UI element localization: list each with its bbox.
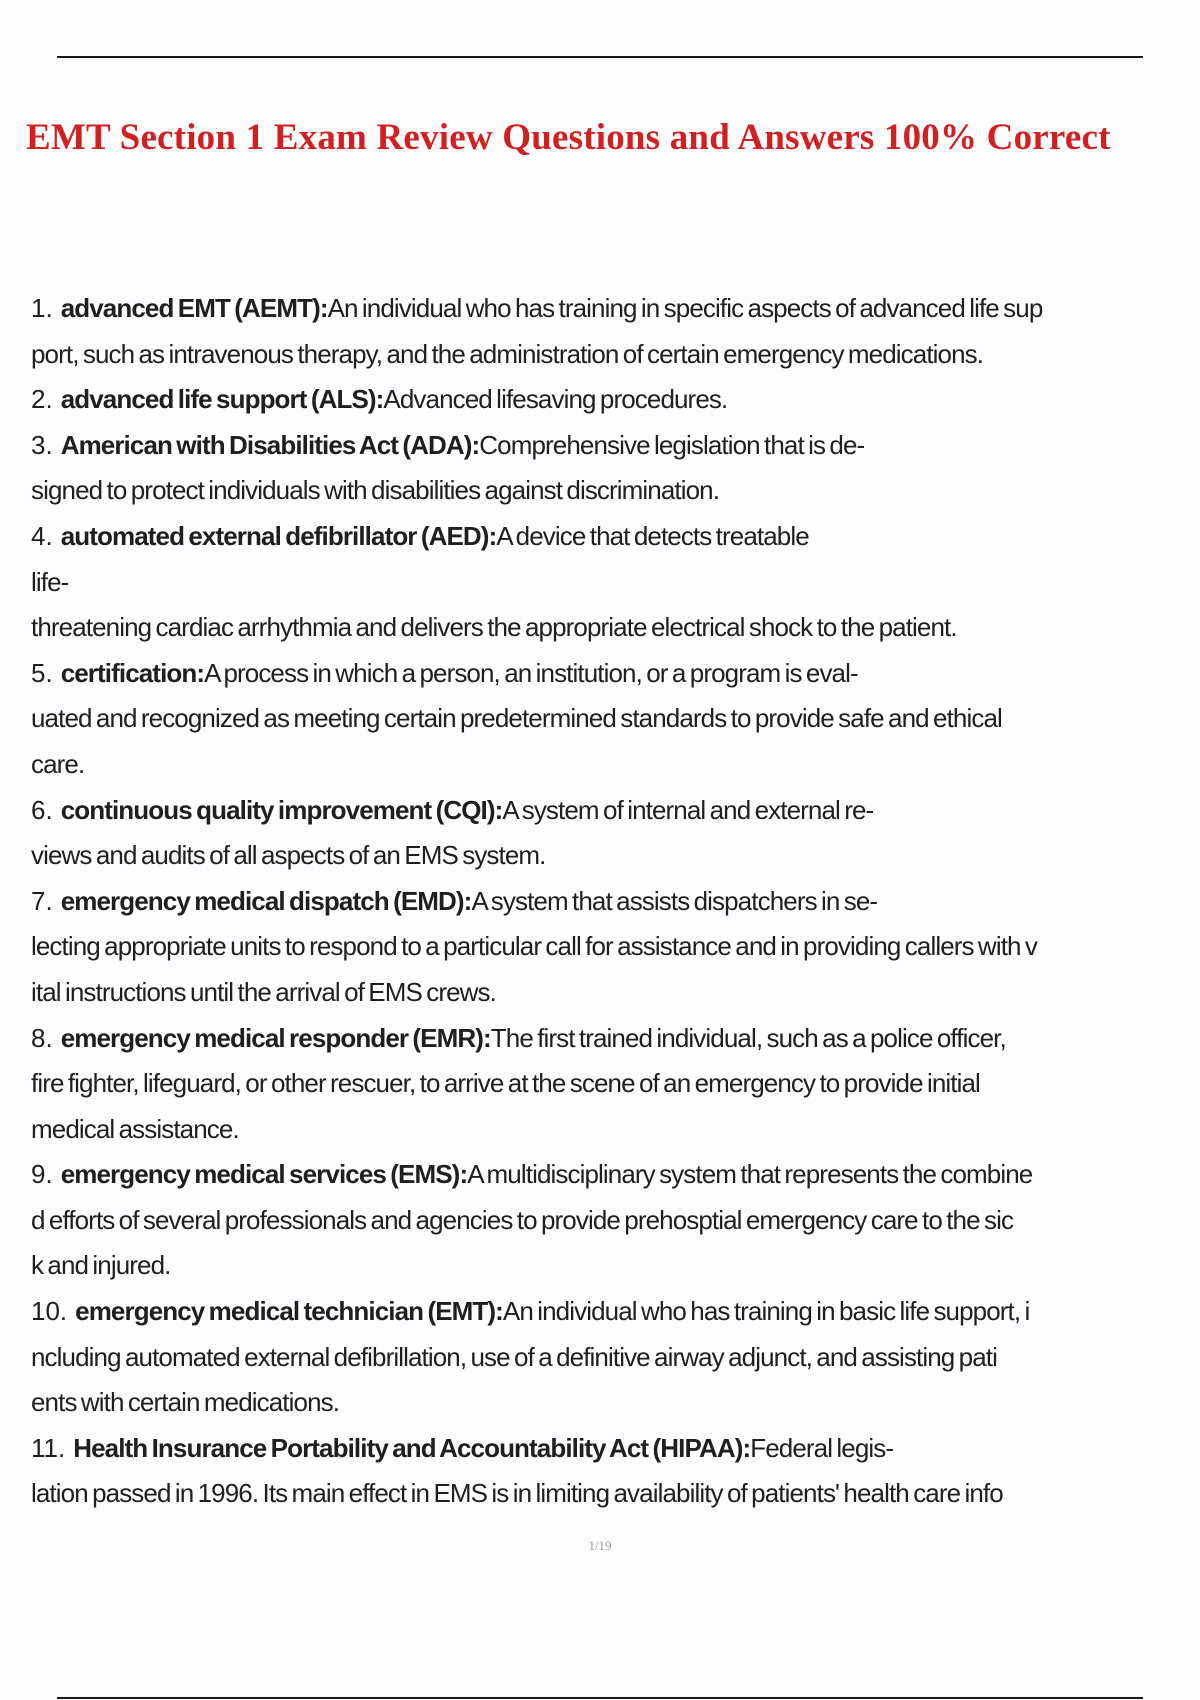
entry-number: 10. [31,1296,68,1327]
glossary-entry [31,879,1200,925]
entry-definition: Federal legis- [750,1432,894,1463]
entry-number: 2. [31,384,53,415]
entry-continuation: ents with certain medications. [31,1387,340,1418]
entry-number: 9. [31,1159,53,1190]
entry-term: advanced life support (ALS): [60,384,384,415]
entry-continuation: care. [31,748,85,779]
entry-number: 11. [31,1432,66,1463]
entry-definition: Comprehensive legislation that is de- [479,429,865,460]
entry-definition: Advanced lifesaving procedures. [383,384,728,415]
entry-continuation: lation passed in 1996. Its main effect in EMS is in limiting availability of patients' health care info [31,1478,1003,1509]
entry-continuation: uated and recognized as meeting certain predetermined standards to provide safe and ethical [31,703,1002,734]
glossary-list [31,286,1200,1517]
page-number: 1/19 [588,1538,612,1553]
entry-definition: A multidisciplinary system that represents the combine [467,1159,1033,1190]
entry-definition: A system of internal and external re- [502,794,874,825]
entry-continuation: lecting appropriate units to respond to a particular call for assistance and in providing callers with v [31,931,1037,962]
entry-continuation: k and injured. [31,1250,171,1281]
entry-continuation: signed to protect individuals with disabilities against discrimination. [31,475,720,506]
entry-continuation: views and audits of all aspects of an EMS system. [31,840,546,871]
glossary-entry [31,286,1200,332]
entry-number: 3. [31,429,53,460]
entry-term: emergency medical dispatch (EMD): [60,885,472,916]
entry-definition: A system that assists dispatchers in se- [471,885,878,916]
entry-number: 6. [31,794,53,825]
entry-term: emergency medical services (EMS): [60,1159,468,1190]
glossary-entry [31,377,1200,423]
entry-definition: An individual who has training in specific aspects of advanced life sup [327,293,1043,323]
entry-term: emergency medical technician (EMT): [75,1296,503,1327]
entry-continuation: ncluding automated external defibrillation, use of a definitive airway adjunct, and assisting pati [31,1341,998,1372]
entry-term: American with Disabilities Act (ADA): [60,429,480,460]
entry-definition: An individual who has training in basic life support, i [502,1296,1030,1327]
entry-continuation: port, such as intravenous therapy, and the administration of certain emergency medications. [31,338,984,369]
glossary-entry [31,514,1200,560]
entry-term: certification: [60,657,205,688]
glossary-entry [31,1016,1200,1062]
entry-term: emergency medical responder (EMR): [60,1022,491,1053]
glossary-entry [31,651,1200,697]
entry-definition: The first trained individual, such as a police officer, [490,1022,1006,1053]
entry-continuation: threatening cardiac arrhythmia and delivers the appropriate electrical shock to the patient. [31,612,957,643]
glossary-entry [31,788,1200,834]
entry-term: continuous quality improvement (CQI): [60,794,503,825]
entry-term: advanced EMT (AEMT): [60,293,328,323]
glossary-entry [31,423,1200,469]
entry-number: 8. [31,1022,53,1053]
entry-continuation: life- [31,566,69,597]
entry-continuation: ital instructions until the arrival of EMS crews. [31,976,496,1007]
entry-number: 1. [31,293,53,323]
entry-term: Health Insurance Portability and Accountability Act (HIPAA): [73,1432,751,1463]
entry-continuation: d efforts of several professionals and agencies to provide prehosptial emergency care to the sic [31,1204,1014,1235]
entry-number: 4. [31,520,53,551]
glossary-entry [31,1426,1200,1472]
entry-definition: A device that detects treatable [496,520,809,551]
glossary-entry [31,1289,1200,1335]
bottom-rule [57,1697,1143,1699]
glossary-entry [31,1152,1200,1198]
top-rule [57,56,1143,58]
entry-continuation: fire fighter, lifeguard, or other rescuer, to arrive at the scene of an emergency to provide initial [31,1068,980,1099]
entry-definition: A process in which a person, an institution, or a program is eval- [204,657,858,688]
entry-term: automated external defibrillator (AED): [60,520,497,551]
entry-number: 5. [31,657,53,688]
entry-number: 7. [31,885,53,916]
entry-continuation: medical assistance. [31,1113,239,1144]
document-title: EMT Section 1 Exam Review Questions and Answers 100% Correct [26,117,1111,158]
